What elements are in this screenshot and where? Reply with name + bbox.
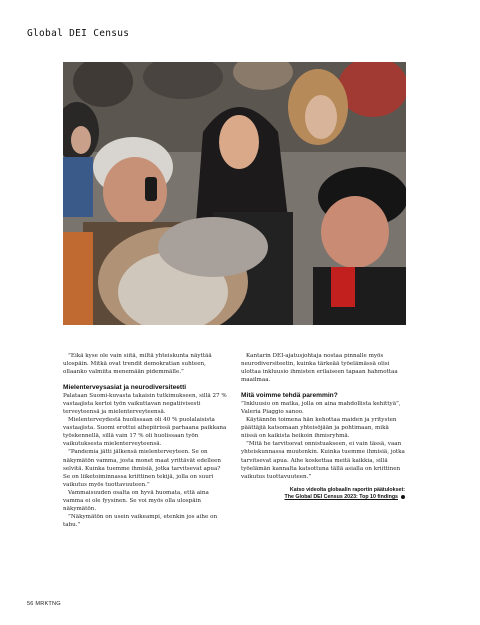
paragraph: Kantarin DEI-ajatusjohtaja nostaa pinnalle myös neurodiversiteetin, kuinka tärkeää työelämässä olisi ulottaa inkluusio ihmisten erilaiseen tapaan hahmottaa maailmaa. (241, 353, 398, 384)
page-number: 56 MRKTNG (27, 601, 61, 607)
paragraph: Mielenterveydestä huolissaan oli 40 % puolalaisista vastaajista. Suomi erottui aihepiirissä parhaana paikkana työskennellä, sillä vain 17 % oli huolissaan työn vaikutuksesta mielenterveyteensä. (63, 417, 227, 448)
paragraph: ”Inkluusio on matka, jolla on aina mahdollista kehittyä”, Valeria Piaggio sanoo. (241, 401, 401, 416)
end-bullet-icon (401, 495, 405, 499)
paragraph: ”Näkymätön on usein vaikeampi, etenkin jos aihe on tabu.” (63, 513, 218, 528)
paragraph: ”Eikä kyse ole vain siitä, miltä yhteiskunta näyttää ulospäin. Mitkä ovat trendit demokratian suhteen, ollaanko valmiita menemään pidemmälle.” (63, 353, 212, 376)
video-callout-label: Katso videolta globaalin raportin päätulokset: (289, 486, 405, 493)
paragraph: Käytännön toimena hän kehottaa maiden ja yritysten päättäjiä katsomaan yhteisöjään ja pohtimaan, mikä niissä on kaikista heikoin ihmisryhmä. (241, 417, 397, 440)
paragraph: ”Mitä he tarvitsevat onnistuakseen, ei vain tässä, vaan yhteiskunnassa muutenkin. Kuinka tuemme ihmisiä, jotka tarvitsevat apua. Aihe koskettaa meitä kaikkia, sillä työelämän kannalta katsottuna tällä asialla on kriittinen vaikutus tuottavuuteen.” (241, 441, 405, 480)
article-column-right (241, 352, 405, 501)
crowd-photo-illustration (63, 62, 406, 325)
paragraph: ”Pandemia jätti jälkensä mielenterveyteen. Se on näkymätön vamma, josta monet maat yrittävät edelleen selvitä. Kuinka tuemme ihmisiä, jotka tarvitsevat apua? Se on liiketoiminnassa kriittinen tekijä, jolla on suuri vaikutus myös tuottavuuteen.” (63, 449, 222, 488)
crowd-photo (63, 62, 406, 325)
paragraph: Vammaisuuden osalta on hyvä huomata, että aina vamma ei ole fyysinen. Se voi myös olla ulospäin näkymätön. (63, 489, 209, 512)
article-column-left (63, 352, 227, 529)
subheading-what-can-we-do: Mitä voimme tehdä paremmin? (241, 392, 338, 400)
video-link[interactable]: The Global DEI Census 2023: Top 10 findings (284, 494, 398, 501)
subheading-mental-health: Mielenterveysasiat ja neurodiversiteetti (63, 384, 187, 392)
paragraph: Palataan Suomi-kuvasta takaisin tutkimukseen, sillä 27 % vastaajista kertoi työn vaikuttavan negatiivisesti terveyteensä ja mielenterveyteensä. (63, 393, 227, 416)
video-callout (241, 487, 405, 502)
section-title: Global DEI Census (27, 28, 130, 39)
